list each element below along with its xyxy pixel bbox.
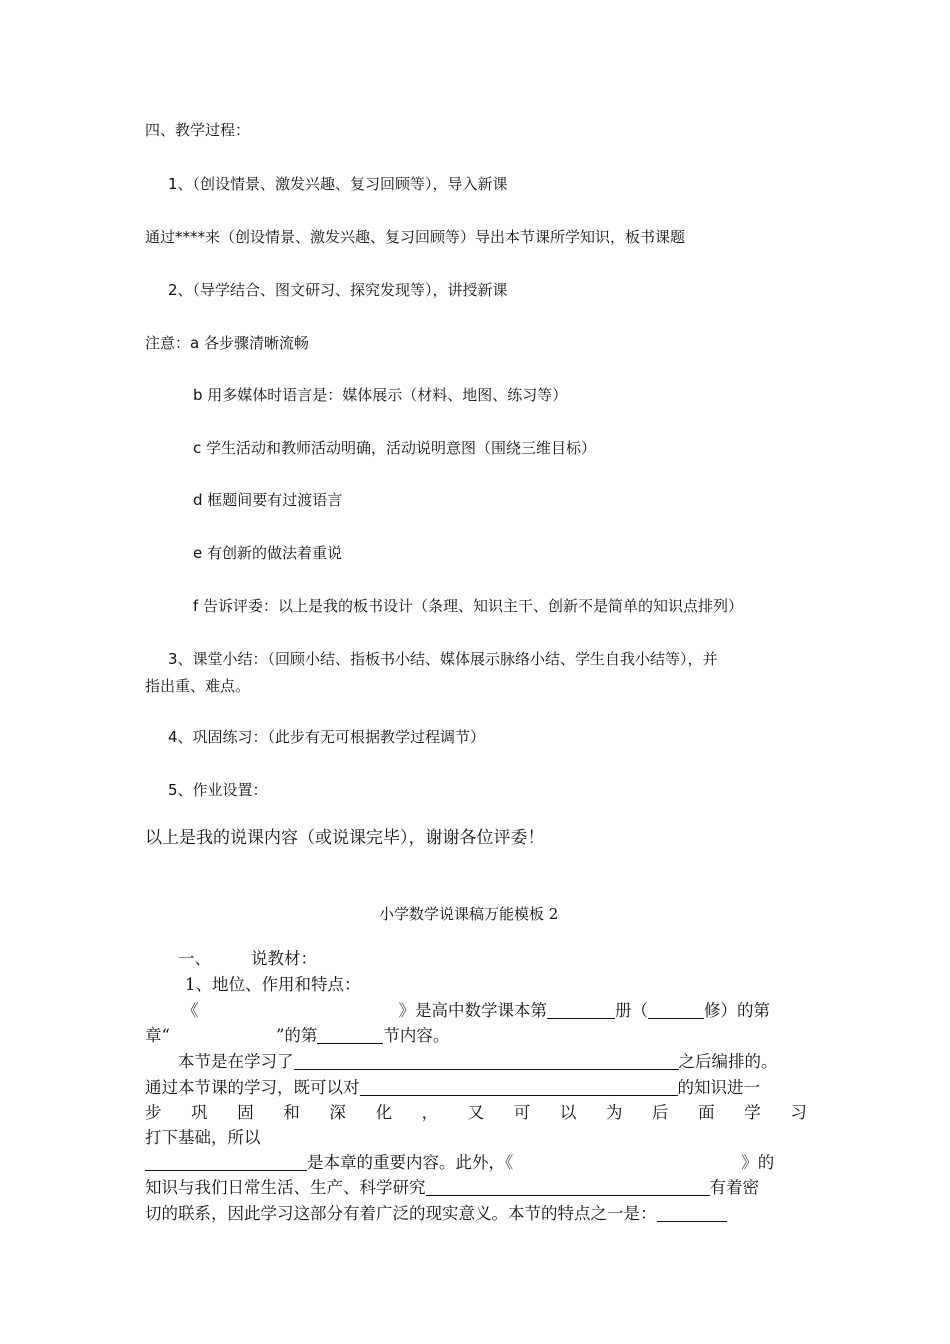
closing-statement: 以上是我的说课内容（或说课完毕），谢谢各位评委！ <box>145 828 545 848</box>
step-3-line-1: 3、课堂小结：（回顾小结、指板书小结、媒体展示脉络小结、学生自我小结等），并 <box>168 650 718 668</box>
paragraph-line-5: 步 巩 固 和 深 化 ， 又 可 以 为 后 面 学 习 <box>145 1103 807 1122</box>
note-e: e 有创新的做法着重说 <box>193 544 342 562</box>
blank-key-content[interactable] <box>145 1152 307 1171</box>
paragraph-line-1: 《 》是高中数学课本第 册（ 修）的第 <box>182 1001 770 1020</box>
section-heading: 四、教学过程： <box>145 121 251 139</box>
blank-volume[interactable] <box>547 1000 615 1019</box>
paragraph-line-6: 打下基础，所以 <box>145 1128 261 1147</box>
paragraph-line-8: 知识与我们日常生活、生产、科学研究 有着密 <box>145 1178 759 1197</box>
heading-2: 1、地位、作用和特点： <box>185 975 361 994</box>
heading-1-text: 说教材： <box>251 949 317 968</box>
template-2-title: 小学数学说课稿万能模板 2 <box>379 905 559 923</box>
blank-course-type[interactable] <box>648 1000 704 1019</box>
paragraph-line-4: 通过本节课的学习，既可以对 的知识进一 <box>145 1078 760 1097</box>
note-b: b 用多媒体时语言是：媒体展示（材料、地图、练习等） <box>193 386 568 404</box>
step-3-line-2: 指出重、难点。 <box>145 677 251 695</box>
step-2: 2、（导学结合、图文研习、探究发现等），讲授新课 <box>168 281 508 299</box>
blank-prior-knowledge[interactable] <box>294 1051 679 1070</box>
step-5: 5、作业设置： <box>168 781 268 799</box>
blank-consolidated-knowledge[interactable] <box>360 1077 678 1096</box>
paragraph-line-7: 是本章的重要内容。此外，《 》的 <box>145 1151 774 1175</box>
note-c: c 学生活动和教师活动明确，活动说明意图（围绕三维目标） <box>193 439 597 457</box>
paragraph-line-2: 章“ ”的第 节内容。 <box>145 1026 450 1045</box>
step-1: 1、（创设情景、激发兴趣、复习回顾等），导入新课 <box>168 175 508 193</box>
step-4: 4、巩固练习：（此步有无可根据教学过程调节） <box>168 728 486 746</box>
paragraph-line-3: 本节是在学习了 之后编排的。 <box>178 1052 778 1071</box>
step-1-detail: 通过****来（创设情景、激发兴趣、复习回顾等）导出本节课所学知识，板书课题 <box>145 228 686 246</box>
blank-research-field[interactable] <box>426 1177 710 1196</box>
blank-section-number[interactable] <box>317 1025 383 1044</box>
note-a: 注意：a 各步骤清晰流畅 <box>145 334 309 352</box>
paragraph-line-9: 切的联系，因此学习这部分有着广泛的现实意义。本节的特点之一是： <box>145 1202 727 1226</box>
blank-feature[interactable] <box>657 1203 727 1222</box>
heading-1 <box>178 947 317 971</box>
heading-1-number: 一、 <box>178 949 211 968</box>
note-f: f 告诉评委：以上是我的板书设计（条理、知识主干、创新不是简单的知识点排列） <box>193 597 744 615</box>
note-d: d 框题间要有过渡语言 <box>193 491 343 509</box>
